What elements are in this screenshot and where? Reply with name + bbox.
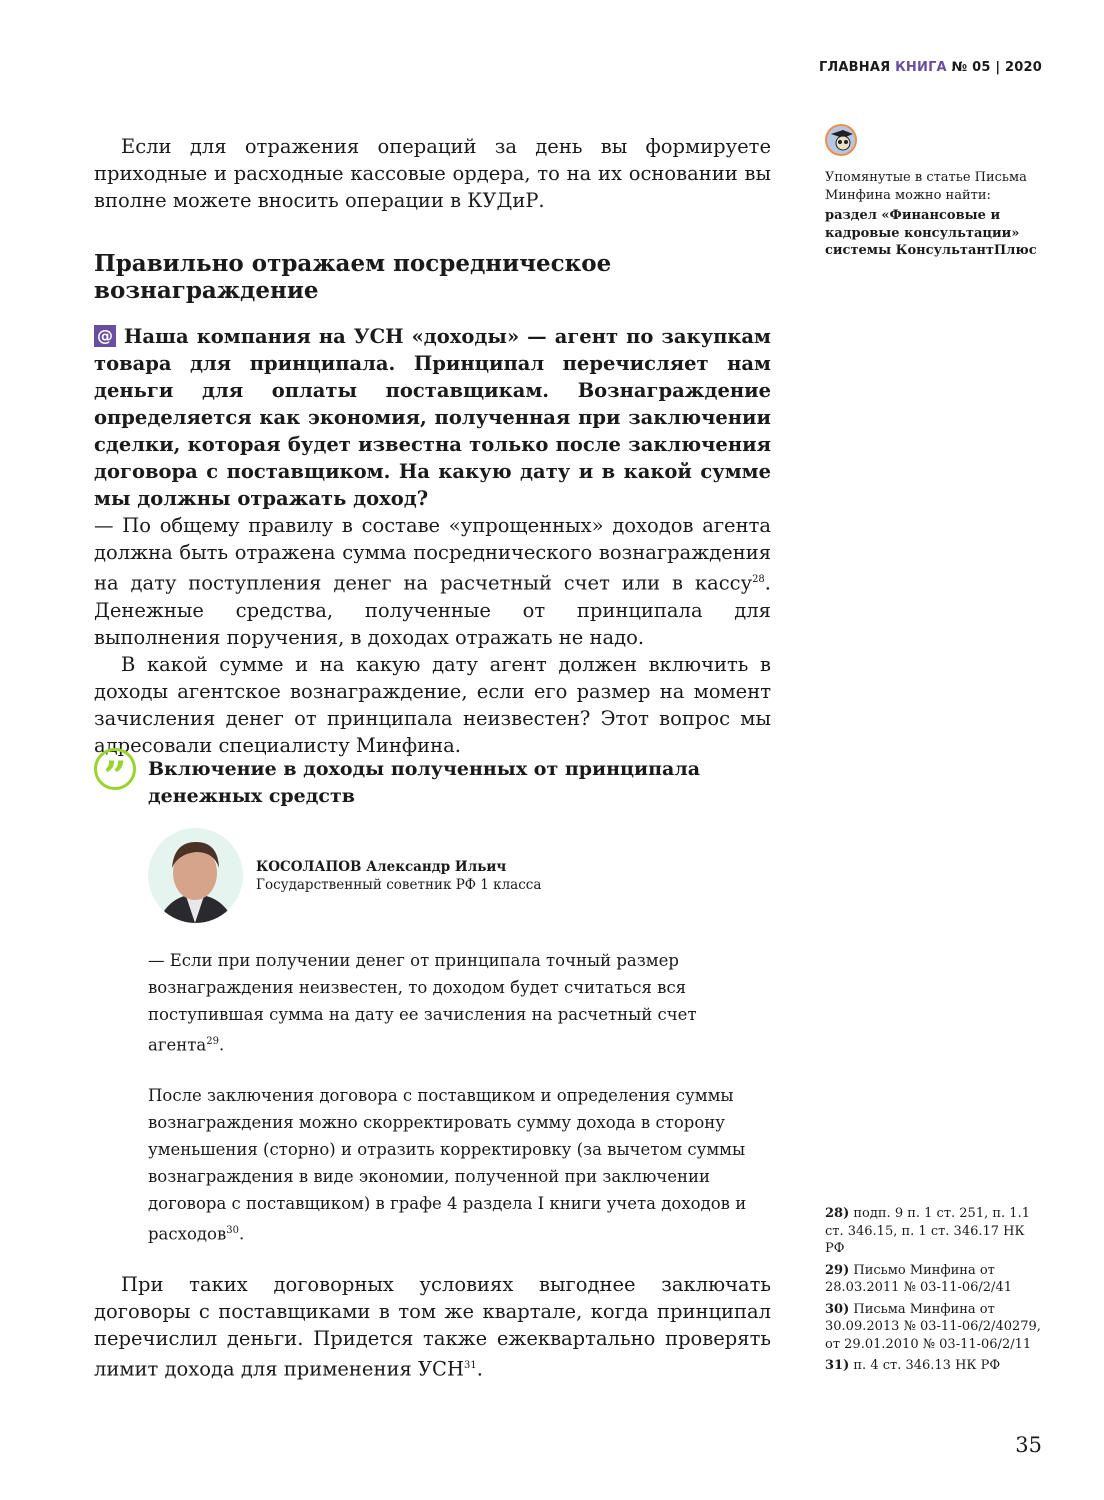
answer-paragraph-2: В какой сумме и на какую дату агент должен включить в доходы агентское вознаграждение, если его размер на момент зачисления денег от принципала неизвестен? Этот вопрос мы адресовали специалисту Минфина. [94, 652, 771, 757]
interview-answer-2: После заключения договора с поставщиком и определения суммы вознаграждения можно скорректировать сумму дохода в сторону уменьшения (сторно) и отразить корректировку (за вычетом суммы вознаграждения в виде экономии, полученной при заключении договора с поставщиком) в графе 4 раздела I книги учета доходов и расходов$^{30}$. [148, 1086, 747, 1244]
section-heading: Правильно отражаем посредническое вознаграждение [94, 250, 612, 304]
expert-avatar [148, 828, 243, 923]
interview-paragraph: После заключения договора с поставщиком и определения суммы вознаграждения можно скорректировать сумму дохода в сторону уменьшения (сторно) и отразить корректировку (за вычетом суммы вознаграждения в виде экономии, полученной при заключении договора с поставщиком) в графе 4 раздела I книги учета доходов и расходов [148, 1086, 747, 1244]
footnote: 31) п. 4 ст. 346.13 НК РФ [825, 1358, 1001, 1373]
footnote-ref: 31 [463, 1360, 477, 1371]
intro-paragraph: Если для отражения операций за день вы формируете приходные и расходные кассовые ордера, то на их основании вы вполне можете вносить операции в КУДиР. [94, 135, 771, 212]
header-title: ГЛАВНАЯ [818, 60, 891, 75]
footnotes [825, 1205, 1045, 1379]
footnote: 30) Письма Минфина от 30.09.2013 № 03-11-06/2/40279, от 29.01.2010 № 03-11-06/2/11 [825, 1301, 1041, 1352]
footnote-ref: 29 [206, 1036, 219, 1047]
expert-info [256, 858, 541, 894]
sidebar-note [825, 169, 1055, 260]
magazine-header [819, 60, 1042, 75]
sidebar-note-source: раздел «Финансовые и кадровые консультации» системы КонсультантПлюс [825, 208, 1037, 258]
page-number: 35 [1015, 1433, 1042, 1457]
conclusion: При таких договорных условиях выгоднее заключать договоры с поставщиками в том же квартале, когда принципал перечислил деньги. Придется также ежеквартально проверять лимит дохода для применения УСН$^{31}$. [94, 1273, 771, 1381]
footnote: 29) Письмо Минфина от 28.03.2011 № 03-11-06/2/41 [825, 1262, 1012, 1295]
expert-name: КОСОЛАПОВ Александр Ильич [256, 859, 507, 875]
quote-icon: ” [94, 748, 136, 790]
header-issue: № 05 | 2020 [951, 60, 1042, 75]
qa-block [94, 323, 771, 759]
interview-answer: — Если при получении денег от принципала точный размер вознаграждения неизвестен, то доходом будет считаться вся поступившая сумма на дату ее зачисления на расчетный счет агента$^{29}$. [148, 951, 697, 1055]
expert-position: Государственный советник РФ 1 класса [256, 877, 542, 893]
interview-paragraph: — Если при получении денег от принципала точный размер вознаграждения неизвестен, то доходом будет считаться вся поступившая сумма на дату ее зачисления на расчетный счет агента [148, 951, 697, 1055]
footnote: 28) подп. 9 п. 1 ст. 251, п. 1.1 ст. 346.15, п. 1 ст. 346.17 НК РФ [825, 1206, 1030, 1256]
question-text: Наша компания на УСН «доходы» — агент по закупкам товара для принципала. Принципал перечисляет нам деньги для оплаты поставщикам. Вознаграждение определяется как экономия, полученная при заключении сделки, которая будет известна только после заключения договора с поставщиком. На какую дату и в какой сумме мы должны отражать доход? [94, 325, 771, 510]
professor-owl-icon [825, 124, 857, 156]
sidebar-note-text: Упомянутые в статье Письма Минфина можно найти: [825, 170, 1027, 203]
footnote-ref: 28 [752, 574, 765, 585]
interview-title: Включение в доходы полученных от принципала денежных средств [148, 758, 701, 807]
email-question-icon: @ [94, 325, 116, 347]
header-title-accent: КНИГА [895, 60, 947, 75]
footnote-ref: 30 [226, 1225, 239, 1236]
answer-paragraph: — По общему правилу в составе «упрощенных» доходов агента должна быть отражена сумма посреднического вознаграждения на дату поступления денег на расчетный счет или в кассу$^{28}$. Денежные средства, полученные от принципала для выполнения поручения, в доходах отражать не надо. [94, 514, 771, 649]
conclusion-text: При таких договорных условиях выгоднее заключать договоры с поставщиками в том же квартале, когда принципал перечислил деньги. Придется также ежеквартально проверять лимит дохода для применения УСН [94, 1273, 771, 1381]
intro [94, 133, 771, 214]
